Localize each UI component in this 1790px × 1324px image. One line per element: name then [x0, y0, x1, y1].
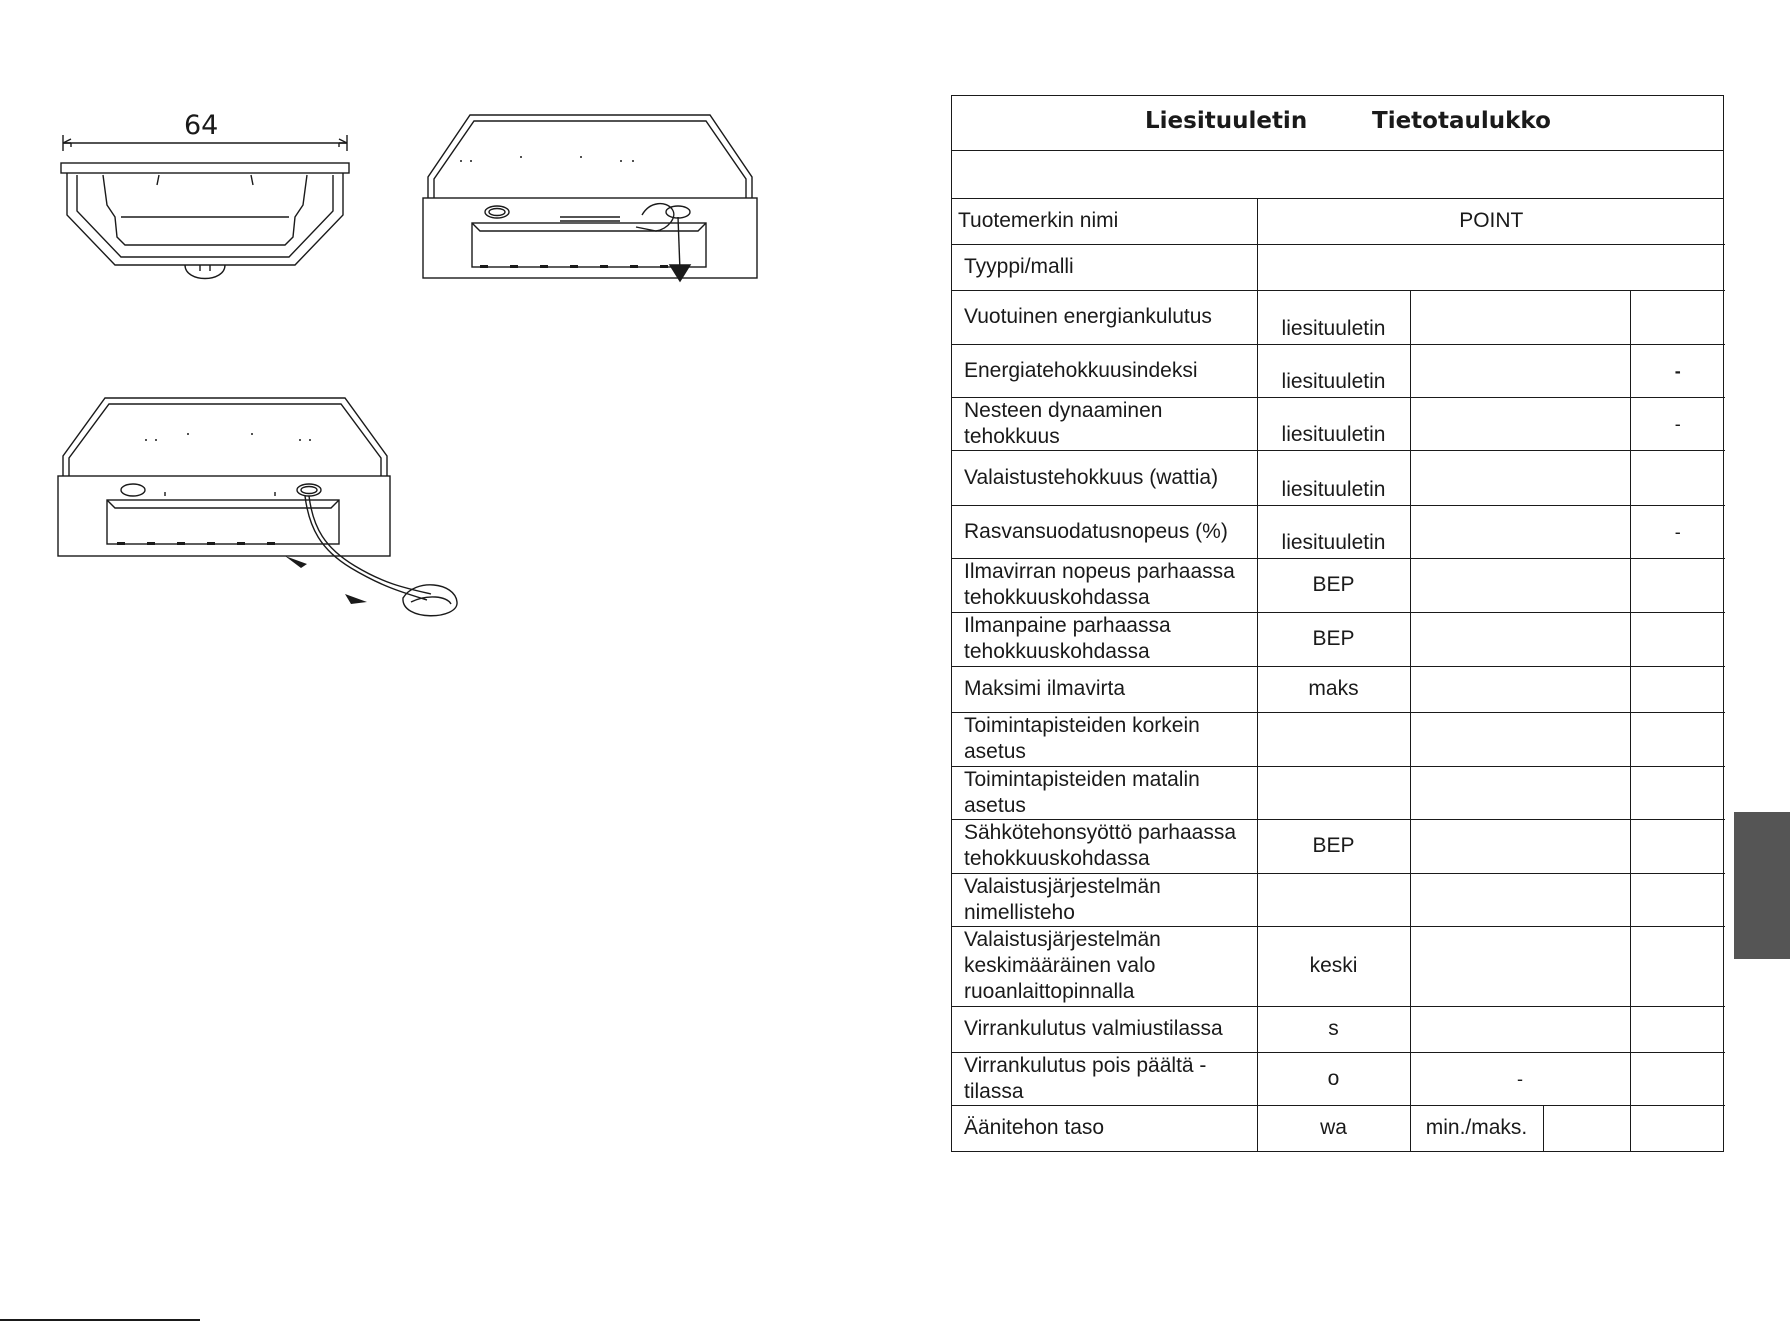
row-value [1410, 819, 1630, 873]
row-value [1410, 290, 1630, 344]
brand-value: POINT [1257, 199, 1725, 244]
row-unit: s [1257, 1006, 1410, 1052]
row-value [1410, 666, 1630, 712]
table-row [952, 819, 1725, 873]
row-label: Virrankulutus valmiustilassa [952, 1006, 1257, 1052]
row-value [1410, 926, 1630, 1006]
row-value [1410, 712, 1630, 766]
table-row [952, 1105, 1725, 1151]
table-row-brand [952, 199, 1725, 244]
brand-label: Tuotemerkin nimi [952, 199, 1257, 244]
model-label: Tyyppi/malli [952, 244, 1257, 290]
row-unit: BEP [1257, 558, 1410, 612]
row-label: Virrankulutus pois päältä -tilassa [952, 1052, 1257, 1105]
row-label: Maksimi ilmavirta [952, 666, 1257, 712]
row-value [1410, 344, 1630, 397]
row-unit [1257, 712, 1410, 766]
row-unit: liesituuletin [1257, 450, 1410, 505]
row-label: Valaistusjärjestelmän nimellisteho [952, 873, 1257, 926]
row-unit [1257, 873, 1410, 926]
row-label: Sähkötehonsyöttö parhaassa tehokkuuskohdassa [952, 819, 1257, 873]
hood-front-filter-drawing [420, 105, 760, 305]
table-row [952, 712, 1725, 766]
row-label: Vuotuinen energiankulutus [952, 290, 1257, 344]
row-value [1410, 505, 1630, 558]
sheet-title-datasheet: Tietotaulukko [1372, 108, 1551, 134]
row-unit: keski [1257, 926, 1410, 1006]
row-value [1410, 612, 1630, 666]
row-mark [1630, 766, 1725, 819]
row-unit: BEP [1257, 819, 1410, 873]
sheet-blank-row [952, 151, 1723, 199]
row-label: Ilmavirran nopeus parhaassa tehokkuuskohdassa [952, 558, 1257, 612]
row-mark [1630, 1105, 1725, 1151]
row-label: Ilmanpaine parhaassa tehokkuuskohdassa [952, 612, 1257, 666]
table-row [952, 1006, 1725, 1052]
row-value [1410, 450, 1630, 505]
row-value: - [1410, 1052, 1630, 1105]
table-row [952, 612, 1725, 666]
row-mark [1630, 612, 1725, 666]
hood-lamp-replacement-drawing [55, 388, 475, 648]
hood-side-view-drawing [55, 105, 355, 305]
row-mark [1630, 1006, 1725, 1052]
row-mark: - [1630, 344, 1725, 397]
row-mark [1630, 666, 1725, 712]
row-value [1410, 873, 1630, 926]
row-label: Äänitehon taso [952, 1105, 1257, 1151]
row-unit: o [1257, 1052, 1410, 1105]
row-mark: - [1630, 397, 1725, 450]
row-mark [1630, 712, 1725, 766]
row-unit: liesituuletin [1257, 505, 1410, 558]
table-row-model [952, 244, 1725, 290]
row-unit: BEP [1257, 612, 1410, 666]
row-label: Valaistusjärjestelmän keskimääräinen valo ruoanlaittopinnalla [952, 926, 1257, 1006]
row-unit: liesituuletin [1257, 344, 1410, 397]
row-mark [1630, 1052, 1725, 1105]
row-unit: wa [1257, 1105, 1410, 1151]
table-row [952, 450, 1725, 505]
table-row [952, 766, 1725, 819]
table-row [952, 290, 1725, 344]
row-unit: liesituuletin [1257, 397, 1410, 450]
table-row [952, 558, 1725, 612]
sheet-title-row [952, 96, 1723, 151]
row-value-extra [1543, 1105, 1630, 1151]
row-value: min./maks. [1410, 1105, 1543, 1151]
row-mark [1630, 819, 1725, 873]
row-mark: - [1630, 505, 1725, 558]
row-mark [1630, 450, 1725, 505]
row-label: Toimintapisteiden matalin asetus [952, 766, 1257, 819]
table-row [952, 505, 1725, 558]
sheet-title-product: Liesituuletin [1145, 108, 1308, 134]
dimension-label: 64 [184, 110, 219, 141]
table-row [952, 1052, 1725, 1105]
row-unit: maks [1257, 666, 1410, 712]
row-value [1410, 766, 1630, 819]
row-mark [1630, 290, 1725, 344]
row-label: Rasvansuodatusnopeus (%) [952, 505, 1257, 558]
data-table [952, 199, 1725, 1151]
table-row [952, 873, 1725, 926]
data-sheet [951, 95, 1724, 1152]
row-mark [1630, 558, 1725, 612]
row-value [1410, 397, 1630, 450]
footer-rule [0, 1319, 200, 1321]
row-label: Nesteen dynaaminen tehokkuus [952, 397, 1257, 450]
row-label: Energiatehokkuusindeksi [952, 344, 1257, 397]
row-label: Toimintapisteiden korkein asetus [952, 712, 1257, 766]
page-side-tab [1734, 812, 1790, 959]
row-label: Valaistustehokkuus (wattia) [952, 450, 1257, 505]
table-row [952, 344, 1725, 397]
table-row [952, 926, 1725, 1006]
row-mark [1630, 926, 1725, 1006]
row-mark [1630, 873, 1725, 926]
model-value [1257, 244, 1725, 290]
table-row [952, 397, 1725, 450]
row-unit [1257, 766, 1410, 819]
row-value [1410, 558, 1630, 612]
table-row [952, 666, 1725, 712]
row-unit: liesituuletin [1257, 290, 1410, 344]
row-value [1410, 1006, 1630, 1052]
